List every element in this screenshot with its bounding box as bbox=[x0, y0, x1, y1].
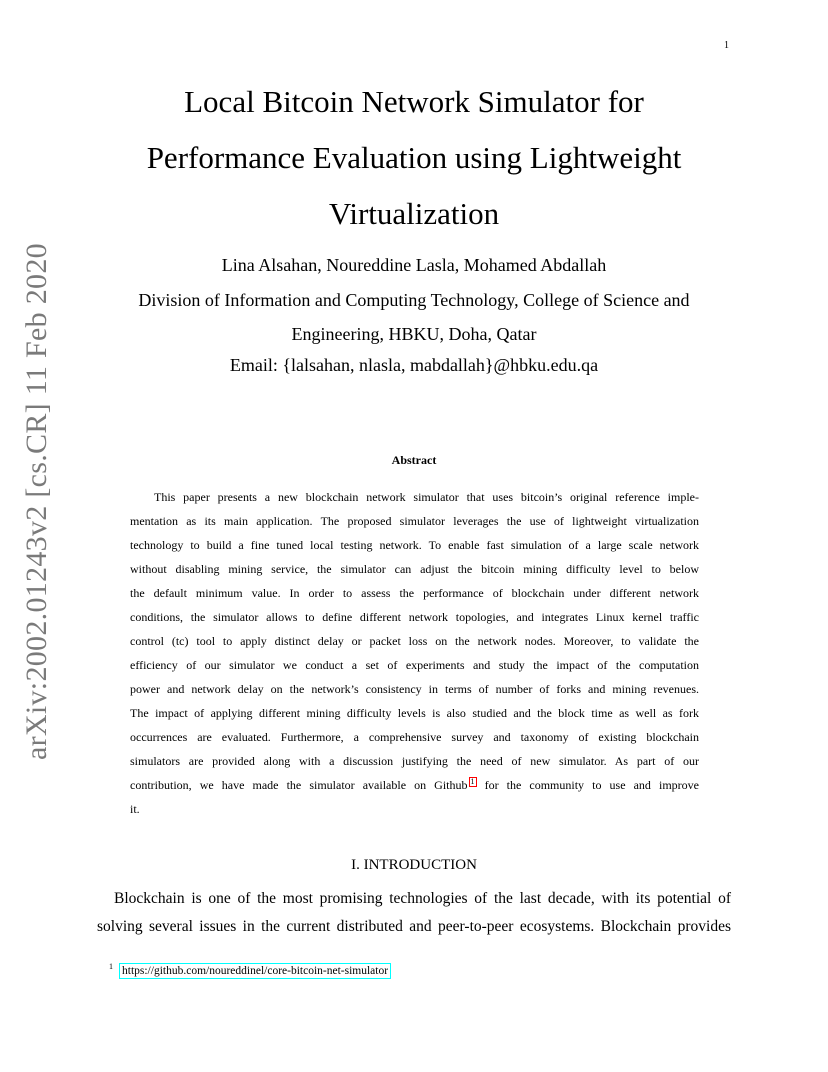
abstract-line-text: for the community to use and improve bbox=[476, 778, 699, 792]
affiliation-line-2: Engineering, HBKU, Doha, Qatar bbox=[291, 324, 537, 344]
abstract-line: simulators are provided along with a discussion justifying the need of new simulator. As part of our bbox=[130, 754, 699, 768]
abstract-body bbox=[130, 489, 699, 825]
title-line-1: Local Bitcoin Network Simulator for bbox=[184, 84, 644, 119]
abstract-line: technology to build a fine tuned local testing network. To enable fast simulation of a large scale network bbox=[130, 538, 699, 552]
abstract-heading: Abstract bbox=[391, 453, 437, 467]
arxiv-identifier-stamp: arXiv:2002.01243v2 [cs.CR] 11 Feb 2020 bbox=[20, 243, 53, 760]
github-url-link[interactable]: https://github.com/noureddinel/core-bitcoin-net-simulator bbox=[119, 963, 391, 979]
introduction-body bbox=[97, 889, 731, 945]
section-heading-introduction bbox=[80, 857, 748, 874]
section-initial: I bbox=[363, 857, 369, 873]
intro-line: solving several issues in the current distributed and peer-to-peer ecosystems. Blockchain provides bbox=[97, 918, 731, 935]
abstract-line: it. bbox=[130, 802, 140, 816]
abstract-line: conditions, the simulator allows to define different network topologies, and integrates Linux kernel traffic bbox=[130, 610, 699, 624]
abstract-line: without disabling mining service, the simulator can adjust the bitcoin mining difficulty level to below bbox=[130, 562, 699, 576]
abstract-line: the default minimum value. In order to assess the performance of blockchain under different network bbox=[130, 586, 699, 600]
abstract-line: control (tc) tool to apply distinct delay or packet loss on the network nodes. Moreover, to validate the bbox=[130, 634, 699, 648]
abstract-line: mentation as its main application. The proposed simulator leverages the use of lightweight virtualization bbox=[130, 514, 699, 528]
abstract-line: This paper presents a new blockchain network simulator that uses bitcoin’s original reference imple- bbox=[154, 490, 699, 504]
intro-line: Blockchain is one of the most promising technologies of the last decade, with its potential of bbox=[114, 890, 731, 907]
abstract-line bbox=[130, 777, 699, 801]
abstract-line: occurrences are evaluated. Furthermore, a comprehensive survey and taxonomy of existing blockchain bbox=[130, 730, 699, 744]
affiliation-line-1: Division of Information and Computing Technology, College of Science and bbox=[138, 290, 690, 310]
abstract-line-text: contribution, we have made the simulator available on Github bbox=[130, 778, 468, 792]
page-number: 1 bbox=[724, 40, 729, 51]
section-title-rest: NTRODUCTION bbox=[368, 857, 477, 873]
author-list: Lina Alsahan, Noureddine Lasla, Mohamed Abdallah bbox=[221, 255, 607, 275]
footnote-mark: 1 bbox=[109, 962, 113, 971]
footnote-1-link[interactable]: 1 bbox=[470, 777, 475, 786]
section-numeral: I. bbox=[351, 857, 364, 873]
footnote-1 bbox=[109, 962, 391, 977]
abstract-line: The impact of applying different mining difficulty levels is also studied and the block time as well as fork bbox=[130, 706, 699, 720]
title-line-3: Virtualization bbox=[328, 196, 500, 231]
abstract-line: efficiency of our simulator we conduct a set of experiments and study the impact of the computation bbox=[130, 658, 699, 672]
title-line-2: Performance Evaluation using Lightweight bbox=[146, 140, 682, 175]
affiliation bbox=[100, 283, 728, 351]
paper-title bbox=[80, 74, 748, 242]
author-emails: Email: {lalsahan, nlasla, mabdallah}@hbku.edu.qa bbox=[229, 355, 599, 375]
abstract-line: power and network delay on the network’s consistency in terms of number of forks and mining revenues. bbox=[130, 682, 699, 696]
